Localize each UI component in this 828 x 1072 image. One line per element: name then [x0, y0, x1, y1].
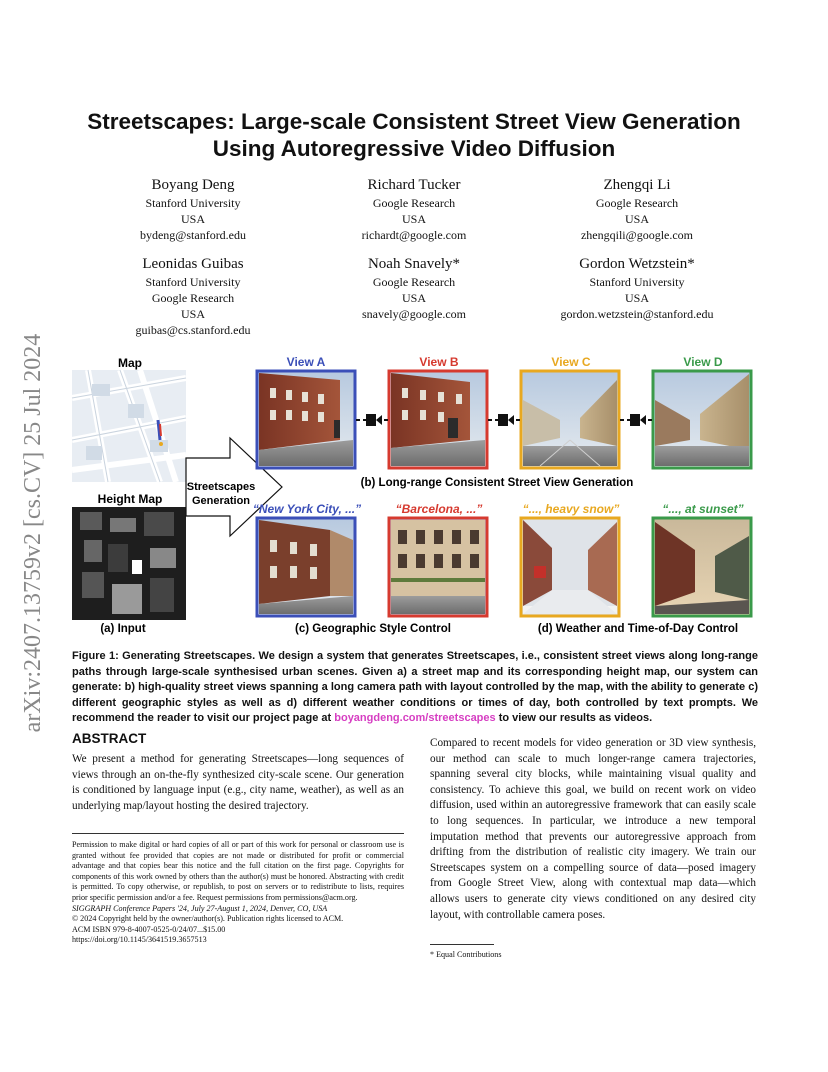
- height-map-label: Height Map: [97, 492, 163, 506]
- view-c-image: [521, 371, 619, 468]
- author-affiliation: Stanford University: [145, 196, 241, 210]
- sunset-time-image: [653, 518, 751, 616]
- author-email[interactable]: guibas@cs.stanford.edu: [135, 323, 251, 337]
- view-a-image: [257, 371, 355, 468]
- author-country: USA: [180, 307, 205, 321]
- caption-tail: to view our results as videos.: [498, 712, 653, 724]
- author-name: Richard Tucker: [367, 177, 461, 193]
- author-country: USA: [401, 212, 426, 226]
- author-name: Boyang Deng: [151, 177, 235, 193]
- arxiv-identifier: arXiv:2407.13759v2 [cs.CV] 25 Jul 2024: [20, 333, 46, 733]
- isbn-line: ACM ISBN 979-8-4007-0525-0/24/07...$15.00: [72, 924, 226, 934]
- author-email[interactable]: gordon.wetzstein@stanford.edu: [560, 307, 714, 321]
- abstract-heading: ABSTRACT: [72, 731, 147, 746]
- arrow-label-1: Streetscapes: [186, 481, 256, 493]
- subcaption-b: (b) Long-range Consistent Street View Generation: [360, 477, 634, 489]
- author-country: USA: [401, 291, 426, 305]
- figure-caption: [72, 649, 758, 727]
- camera-icon: [630, 414, 646, 426]
- abstract-left-text: We present a method for generating Streetscapes—long sequences of views through an on-the-fly synthesized city-scale scene. Our generation is conditioned by language input (e.g., city name, weather), as well as an underlying map/layout hosting the desired trajectory.: [72, 753, 404, 812]
- subcaption-a: (a) Input: [100, 623, 146, 635]
- prompt-label-sunset: “..., at sunset”: [662, 502, 744, 516]
- camera-icon: [366, 414, 382, 426]
- author-name: Leonidas Guibas: [142, 256, 244, 272]
- permission-notice: [72, 840, 404, 946]
- abstract-right-text: Compared to recent models for video generation or 3D view synthesis, our method can scale to much longer-range camera trajectories, spanning several city blocks, while maintaining visual quality and consistency. To achieve this goal, we build on recent work on video diffusion, used within an autoregressive framework that can easily scale to long sequences. In particular, we introduce a new temporal imputation method that prevents our autoregressive approach from drifting from the distribution of realistic city imagery. We train our Streetscapes system on a compelling source of data—posed imagery from Google Street View, along with contextual map data—which allows users to generate city views conditioned on any desired city layout, with controllable camera poses.: [430, 737, 756, 921]
- author-email[interactable]: zhengqili@google.com: [580, 228, 694, 242]
- author-country: USA: [624, 291, 649, 305]
- author-name: Zhengqi Li: [603, 177, 671, 193]
- author-affiliation: Google Research: [595, 196, 679, 210]
- author-affiliation: Stanford University: [589, 275, 685, 289]
- conference-line: SIGGRAPH Conference Papers '24, July 27-August 1, 2024, Denver, CO, USA: [72, 903, 328, 913]
- snow-weather-image: [521, 518, 619, 616]
- caption-text: Figure 1: Generating Streetscapes. We design a system that generates Streetscapes, i.e., consistent street views along long-range paths through large-scale synthesised urban scenes. Given a) a street map and its corresponding height map, our system can generate: b) high-quality street views spanning a long camera path with layout controlled by the map, with the ability to generate c) different geographic styles as well as d) different weather conditions or times of day, both controlled by text prompts. We recommend the reader to visit our project page at: [72, 650, 758, 724]
- street-map-image: [72, 370, 186, 482]
- map-label: Map: [118, 356, 142, 370]
- project-page-link[interactable]: boyangdeng.com/streetscapes: [334, 712, 496, 724]
- prompt-label-barcelona: “Barcelona, ...”: [395, 502, 483, 516]
- arrow-label-2: Generation: [191, 495, 251, 507]
- nyc-style-image: [257, 518, 355, 616]
- view-b-image: [389, 371, 487, 468]
- subcaption-d: (d) Weather and Time-of-Day Control: [537, 623, 739, 635]
- copyright-line: © 2024 Copyright held by the owner/author(s). Publication rights licensed to ACM.: [72, 914, 344, 924]
- view-label-d: View D: [683, 355, 723, 369]
- author-affiliation: Google Research: [372, 275, 456, 289]
- permission-text: Permission to make digital or hard copies of all or part of this work for personal or classroom use is granted without fee provided that copies are not made or distributed for profit or commercial advantage and that copies bear this notice and the full citation on the first page. Copyrights for components of this work owned by others than the author(s) must be honored. Abstracting with credit is permitted. To copy otherwise, or republish, to post on servers or to redistribute to lists, requires prior specific permission and/or a fee. Request permissions from permissions@acm.org.: [72, 840, 404, 902]
- title-line-1: Streetscapes: Large-scale Consistent Street View Generation: [87, 109, 741, 134]
- author-name: Noah Snavely*: [367, 256, 461, 272]
- height-map-image: [72, 507, 186, 620]
- view-label-a: View A: [286, 355, 326, 369]
- title-line-2: Using Autoregressive Video Diffusion: [212, 136, 616, 161]
- camera-icon: [498, 414, 514, 426]
- barcelona-style-image: [389, 518, 487, 616]
- author-country: USA: [180, 212, 205, 226]
- view-d-image: [653, 371, 751, 468]
- author-affiliation-2: Google Research: [151, 291, 235, 305]
- author-name: Gordon Wetzstein*: [579, 256, 695, 272]
- prompt-label-snow: “..., heavy snow”: [522, 502, 620, 516]
- footnote-rule: [430, 944, 494, 945]
- view-label-b: View B: [419, 355, 459, 369]
- view-label-c: View C: [551, 355, 591, 369]
- author-email[interactable]: snavely@google.com: [361, 307, 467, 321]
- footnote: * Equal Contributions: [430, 950, 502, 959]
- author-email[interactable]: bydeng@stanford.edu: [139, 228, 247, 242]
- author-email[interactable]: richardt@google.com: [361, 228, 467, 242]
- author-affiliation: Stanford University: [145, 275, 241, 289]
- permission-rule: [72, 833, 404, 834]
- doi-link[interactable]: https://doi.org/10.1145/3641519.3657513: [72, 935, 207, 945]
- author-affiliation: Google Research: [372, 196, 456, 210]
- author-country: USA: [624, 212, 649, 226]
- prompt-label-nyc: “New York City, ...”: [252, 502, 362, 516]
- subcaption-c: (c) Geographic Style Control: [295, 623, 451, 635]
